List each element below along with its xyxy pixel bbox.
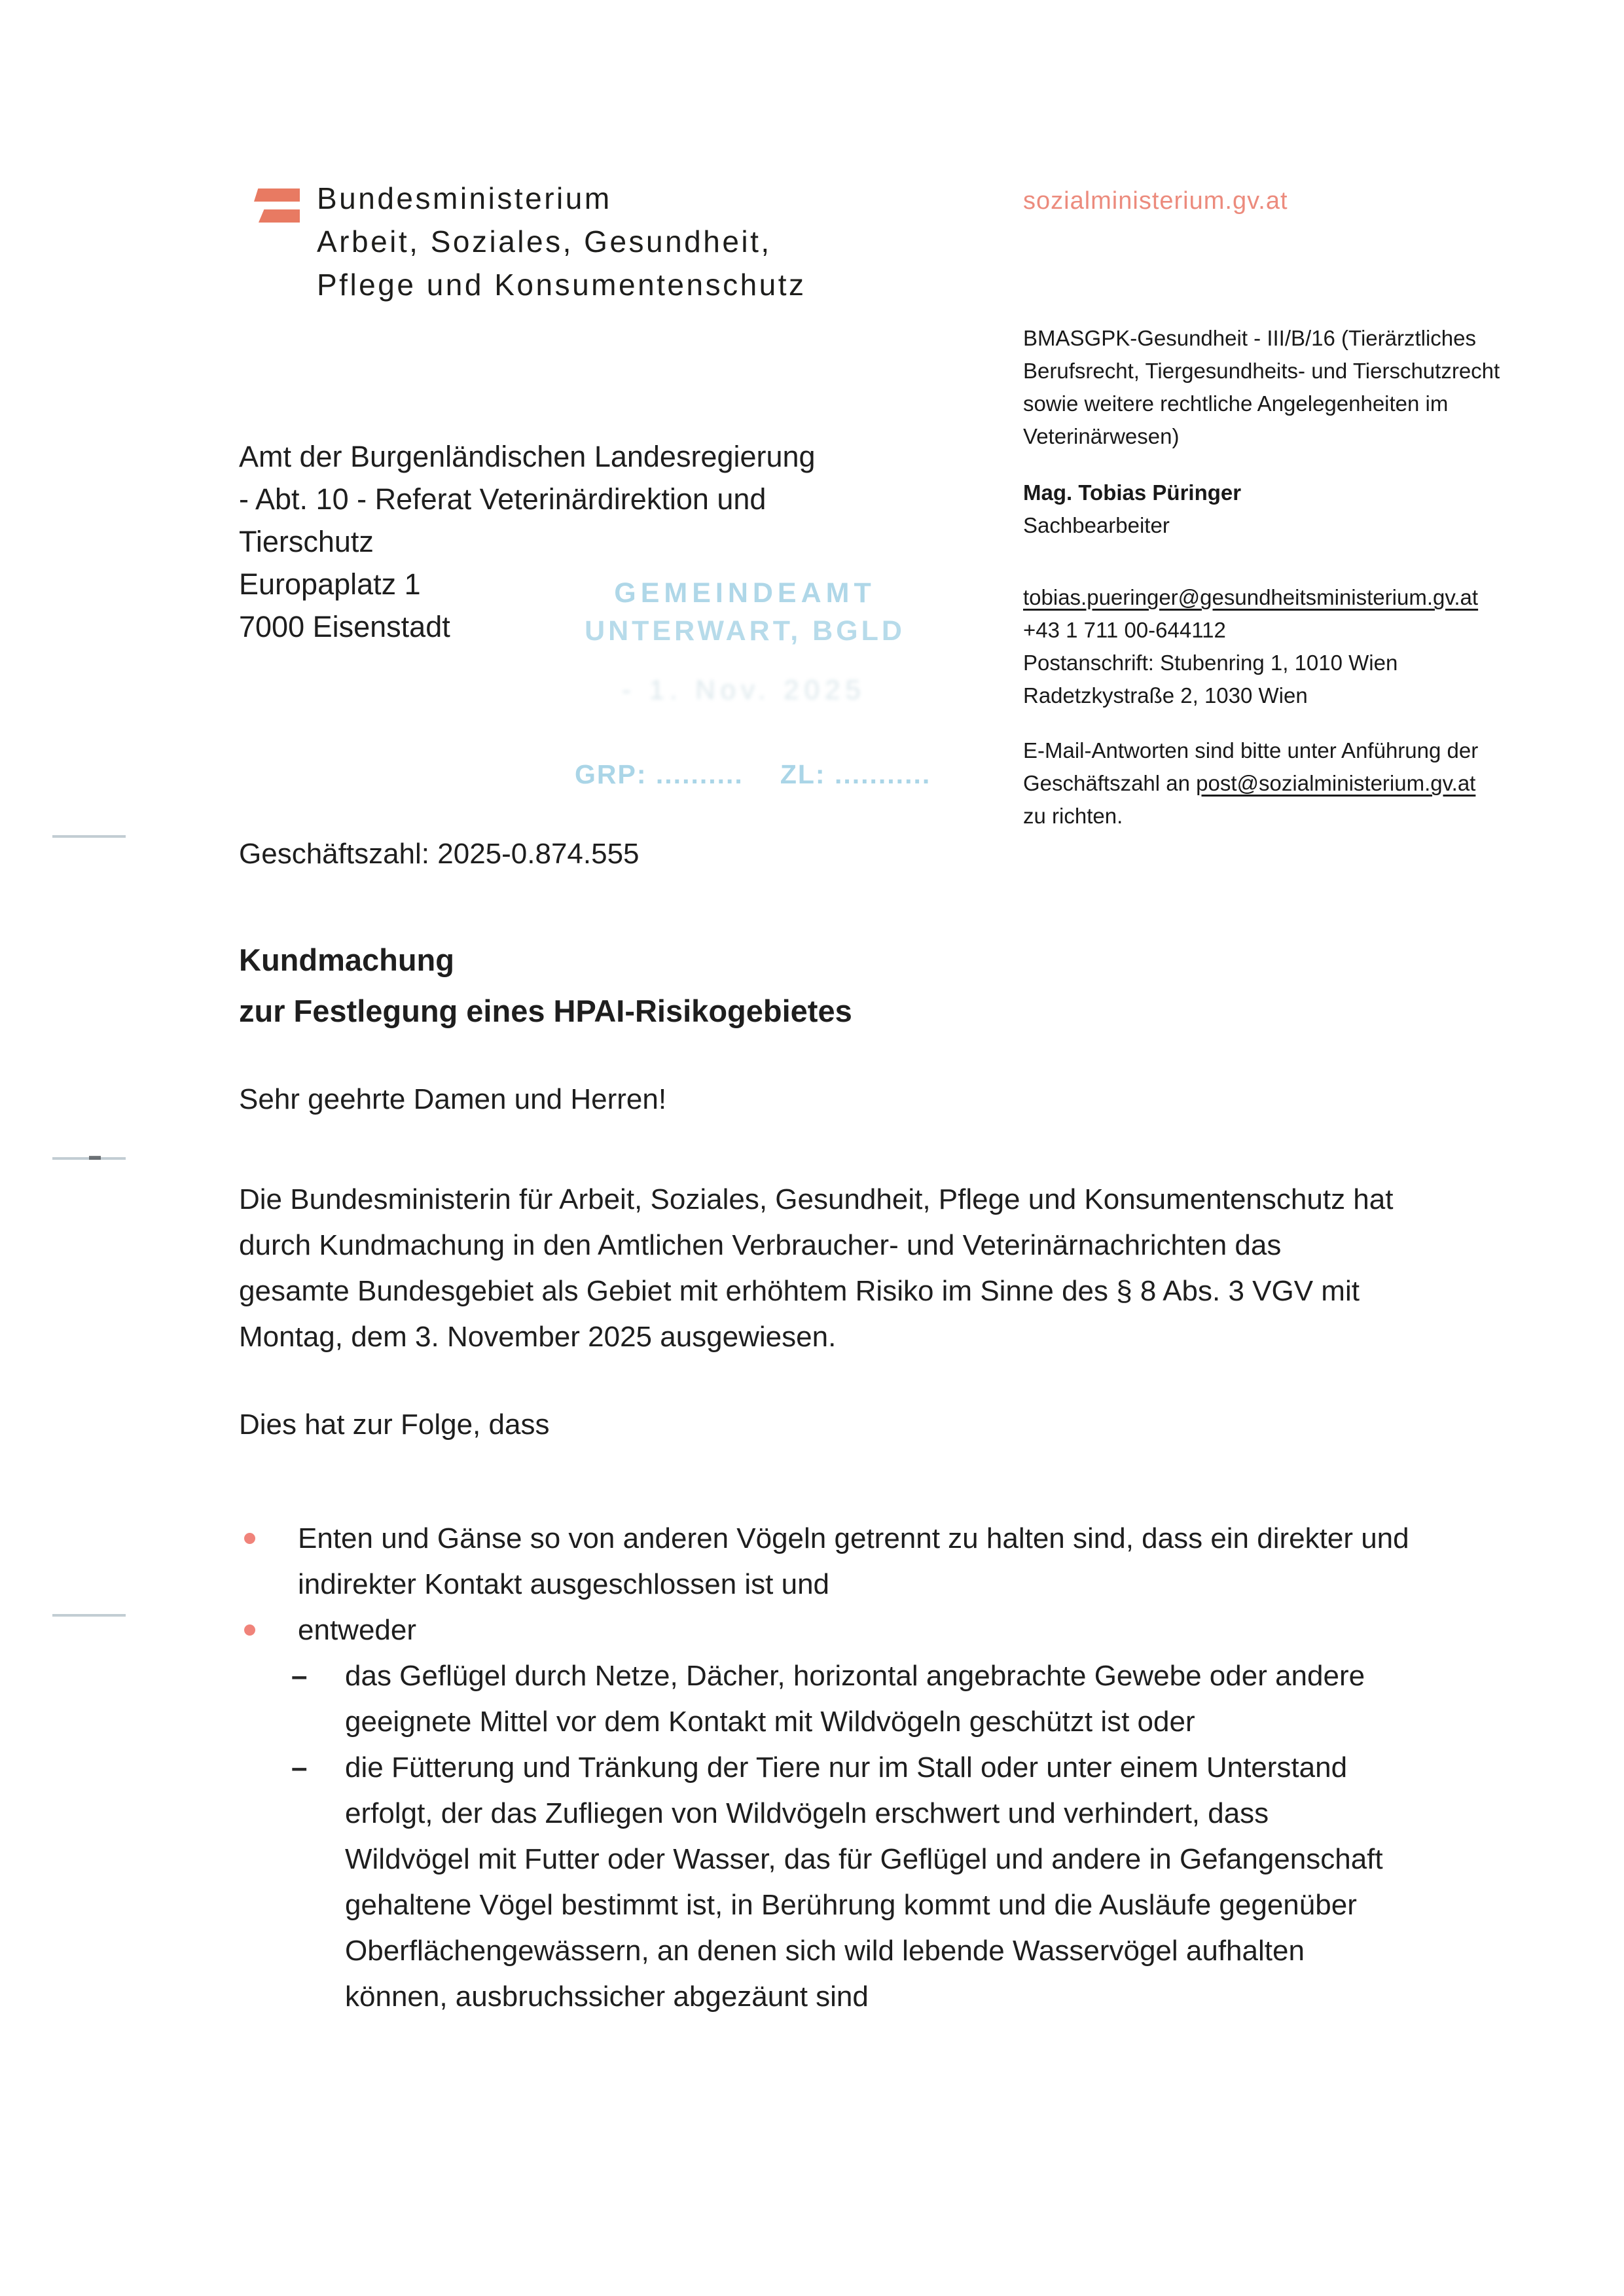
fold-mark [52, 1157, 126, 1160]
fold-mark [52, 835, 126, 838]
reply-email-link[interactable]: post@sozialministerium.gv.at [1196, 771, 1476, 795]
bullet-icon [244, 1533, 255, 1544]
contact-name: Mag. Tobias Püringer [1023, 480, 1242, 505]
ministry-name [317, 177, 806, 306]
paragraph-announcement [239, 1177, 1483, 1360]
text-line: gesamte Bundesgebiet als Gebiet mit erhöhtem Risiko im Sinne des § 8 Abs. 3 VGV mit [239, 1275, 1360, 1307]
bullet-icon [244, 1624, 255, 1636]
reply-note [1023, 734, 1478, 833]
text-line: Europaplatz 1 [239, 567, 421, 601]
text-line: indirekter Kontakt ausgeschlossen ist und [298, 1568, 830, 1600]
text-line: Oberflächengewässern, an denen sich wild lebende Wasservögel aufhalten [345, 1935, 1305, 1967]
contact-email-link[interactable]: tobias.pueringer@gesundheitsministerium.gv.at [1023, 585, 1479, 609]
text-line: Wildvögel mit Futter oder Wasser, das für Geflügel und andere in Gefangenschaft [345, 1843, 1383, 1875]
stamp-date-faint: - 1. Nov. 2025 [622, 674, 866, 705]
text-line: Berufsrecht, Tiergesundheits- und Tierschutzrecht [1023, 359, 1500, 383]
text-line: Tierschutz [239, 525, 374, 558]
austria-flag-logo-icon [237, 181, 300, 237]
paragraph-consequence-intro: Dies hat zur Folge, dass [239, 1408, 550, 1441]
street-address: Radetzkystraße 2, 1030 Wien [1023, 683, 1308, 708]
scan-speck [89, 1156, 101, 1160]
text-line: zur Festlegung eines HPAI-Risikogebietes [239, 994, 852, 1028]
text-line: - Abt. 10 - Referat Veterinärdirektion und [239, 482, 767, 516]
flag-bar-top [254, 188, 300, 202]
text-line: gehaltene Vögel bestimmt ist, in Berührung kommt und die Ausläufe gegenüber [345, 1889, 1357, 1921]
text-line: können, ausbruchssicher abgezäunt sind [345, 1981, 869, 2013]
text-line: Arbeit, Soziales, Gesundheit, [317, 224, 772, 259]
text-line: das Geflügel durch Netze, Dächer, horizontal angebrachte Gewebe oder andere [345, 1660, 1365, 1692]
text-line: sowie weitere rechtliche Angelegenheiten im [1023, 391, 1449, 416]
text-line: geeignete Mittel vor dem Kontakt mit Wildvögeln geschützt ist oder [345, 1706, 1195, 1738]
dash-icon: – [291, 1751, 308, 1784]
stamp-grp-zl-line [575, 759, 931, 790]
list-item-either [239, 1607, 1522, 1653]
department-description [1023, 322, 1500, 453]
text-line: Amt der Burgenländischen Landesregierung [239, 440, 816, 473]
text-line: erfolgt, der das Zufliegen von Wildvögeln erschwert und verhindert, dass [345, 1797, 1269, 1829]
text-line: Montag, dem 3. November 2025 ausgewiesen. [239, 1321, 837, 1353]
sublist-item-feeding-watering [291, 1745, 1522, 2020]
consequences-list [239, 1516, 1522, 2020]
text-line: durch Kundmachung in den Amtlichen Verbraucher- und Veterinärnachrichten das [239, 1229, 1282, 1261]
text-line: Pflege und Konsumentenschutz [317, 268, 806, 302]
text-line: Bundesministerium [317, 181, 612, 215]
text-line: entweder [298, 1614, 417, 1646]
stamp-office-place: UNTERWART, BGLD [585, 615, 905, 647]
reply-note-line2-prefix: Geschäftszahl an [1023, 771, 1197, 795]
text-line: Die Bundesministerin für Arbeit, Soziales, Gesundheit, Pflege und Konsumentenschutz hat [239, 1183, 1394, 1215]
text-line: Enten und Gänse so von anderen Vögeln getrennt zu halten sind, dass ein direkter und [298, 1522, 1409, 1554]
contact-phone: +43 1 711 00-644112 [1023, 618, 1226, 642]
list-item-ducks-geese [239, 1516, 1522, 1607]
stamp-grp-label: GRP: .......... [575, 759, 744, 789]
dash-icon: – [291, 1660, 308, 1692]
stamp-zl-label: ZL: ........... [780, 759, 931, 789]
received-stamp [568, 577, 922, 647]
contact-role: Sachbearbeiter [1023, 513, 1170, 537]
ministry-header [237, 181, 806, 306]
fold-mark [52, 1614, 126, 1617]
subject-heading [239, 935, 852, 1037]
text-line: die Fütterung und Tränkung der Tiere nur im Stall oder unter einem Unterstand [345, 1751, 1348, 1784]
website-link[interactable]: sozialministerium.gv.at [1023, 187, 1288, 215]
text-line: Veterinärwesen) [1023, 424, 1180, 448]
reference-number: Geschäftszahl: 2025-0.874.555 [239, 838, 640, 870]
text-line: BMASGPK-Gesundheit - III/B/16 (Tierärztliches [1023, 326, 1477, 350]
stamp-office-name: GEMEINDEAMT [614, 577, 876, 609]
text-line: 7000 Eisenstadt [239, 610, 450, 643]
reply-note-line1: E-Mail-Antworten sind bitte unter Anführung der [1023, 738, 1479, 762]
text-line: Kundmachung [239, 942, 454, 977]
flag-bar-bottom [254, 209, 300, 223]
reply-note-line3: zu richten. [1023, 804, 1123, 828]
contact-block [1023, 476, 1241, 542]
salutation: Sehr geehrte Damen und Herren! [239, 1083, 667, 1115]
contact-details-block [1023, 581, 1478, 712]
postal-address: Postanschrift: Stubenring 1, 1010 Wien [1023, 651, 1398, 675]
sublist-item-nets-roofs [291, 1653, 1522, 1745]
